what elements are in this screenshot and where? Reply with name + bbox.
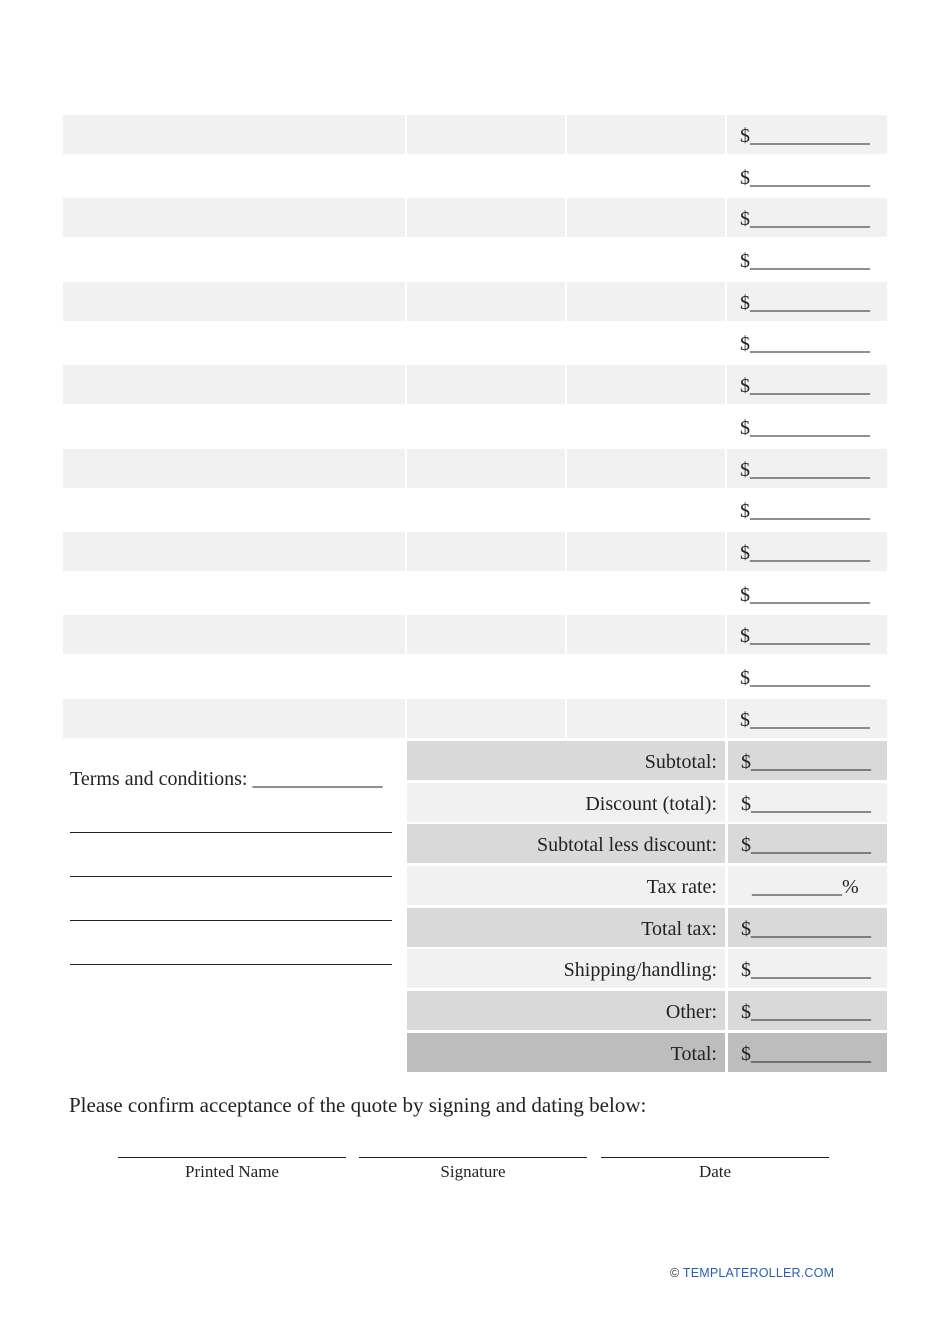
terms-line[interactable] — [70, 793, 392, 833]
description-cell[interactable] — [63, 490, 405, 529]
table-row — [63, 449, 887, 491]
acceptance-text: Please confirm acceptance of the quote by signing and dating below: — [69, 1093, 647, 1117]
total-field[interactable]: $____________ — [728, 1033, 887, 1072]
terms-line[interactable] — [70, 877, 392, 921]
unit-price-cell[interactable] — [567, 449, 725, 488]
description-cell[interactable] — [63, 240, 405, 279]
date-label: Date — [698, 1162, 732, 1181]
unit-price-cell[interactable] — [567, 699, 725, 738]
quantity-cell[interactable] — [407, 240, 565, 279]
amount-cell[interactable]: $____________ — [727, 365, 887, 404]
table-row — [63, 157, 887, 199]
unit-price-cell[interactable] — [567, 574, 725, 613]
table-row — [63, 282, 887, 324]
description-cell[interactable] — [63, 365, 405, 404]
quantity-cell[interactable] — [407, 532, 565, 571]
table-row — [63, 699, 887, 741]
other-row — [407, 991, 887, 1033]
description-cell[interactable] — [63, 574, 405, 613]
subtotal-row — [407, 741, 887, 783]
unit-price-cell[interactable] — [567, 365, 725, 404]
description-cell[interactable] — [63, 198, 405, 237]
amount-cell[interactable]: $____________ — [727, 115, 887, 154]
amount-cell[interactable]: $____________ — [740, 250, 870, 273]
discount-label: Discount (total): — [407, 783, 725, 822]
quantity-cell[interactable] — [407, 574, 565, 613]
total-label: Total: — [407, 1033, 725, 1072]
subtotal-less-discount-field[interactable]: $____________ — [728, 824, 887, 863]
description-cell[interactable] — [63, 657, 405, 696]
table-row — [63, 115, 887, 157]
subtotal-less-discount-row — [407, 824, 887, 866]
quantity-cell[interactable] — [407, 449, 565, 488]
unit-price-cell[interactable] — [567, 323, 725, 362]
unit-price-cell[interactable] — [567, 615, 725, 654]
description-cell[interactable] — [63, 407, 405, 446]
unit-price-cell[interactable] — [567, 240, 725, 279]
table-row — [63, 657, 887, 699]
discount-row — [407, 783, 887, 825]
unit-price-cell[interactable] — [567, 115, 725, 154]
description-cell[interactable] — [63, 282, 405, 321]
subtotal-field[interactable]: $____________ — [728, 741, 887, 780]
printed-name-label: Printed Name — [185, 1162, 279, 1181]
description-cell[interactable] — [63, 699, 405, 738]
footer-credit — [670, 1266, 834, 1280]
signature-block — [359, 1157, 587, 1186]
amount-cell[interactable]: $____________ — [727, 282, 887, 321]
copyright-icon: © — [670, 1266, 680, 1280]
unit-price-cell[interactable] — [567, 282, 725, 321]
description-cell[interactable] — [63, 157, 405, 196]
table-row — [63, 407, 887, 449]
amount-cell[interactable]: $____________ — [727, 449, 887, 488]
description-cell[interactable] — [63, 615, 405, 654]
description-cell[interactable] — [63, 323, 405, 362]
quantity-cell[interactable] — [407, 115, 565, 154]
shipping-row — [407, 949, 887, 991]
discount-field[interactable]: $____________ — [728, 783, 887, 822]
total-tax-field[interactable]: $____________ — [728, 908, 887, 947]
amount-cell[interactable]: $____________ — [740, 416, 870, 439]
quantity-cell[interactable] — [407, 157, 565, 196]
table-row — [63, 532, 887, 574]
amount-cell[interactable]: $____________ — [727, 532, 887, 571]
subtotal-label: Subtotal: — [407, 741, 725, 780]
shipping-field[interactable]: $____________ — [728, 949, 887, 988]
unit-price-cell[interactable] — [567, 198, 725, 237]
terms-line[interactable] — [70, 833, 392, 877]
amount-cell[interactable]: $____________ — [740, 500, 870, 523]
tax-rate-row — [407, 866, 887, 908]
total-tax-label: Total tax: — [407, 908, 725, 947]
quantity-cell[interactable] — [407, 282, 565, 321]
table-row — [63, 240, 887, 282]
quantity-cell[interactable] — [407, 615, 565, 654]
table-row — [63, 574, 887, 616]
date-block — [601, 1157, 829, 1186]
table-row — [63, 615, 887, 657]
other-field[interactable]: $____________ — [728, 991, 887, 1030]
quantity-cell[interactable] — [407, 490, 565, 529]
terms-section — [70, 765, 400, 965]
unit-price-cell[interactable] — [567, 532, 725, 571]
quantity-cell[interactable] — [407, 699, 565, 738]
terms-label[interactable]: Terms and conditions: _____________ — [70, 768, 383, 790]
total-tax-row — [407, 908, 887, 950]
quantity-cell[interactable] — [407, 365, 565, 404]
line-items-table — [63, 115, 887, 740]
printed-name-block — [118, 1157, 346, 1186]
table-row — [63, 365, 887, 407]
table-row — [63, 198, 887, 240]
description-cell[interactable] — [63, 532, 405, 571]
amount-cell[interactable]: $____________ — [740, 333, 870, 356]
quantity-cell[interactable] — [407, 198, 565, 237]
total-row — [407, 1033, 887, 1075]
amount-cell[interactable]: $____________ — [740, 583, 870, 606]
tax-rate-field[interactable]: _________% — [728, 866, 887, 905]
footer-link[interactable]: TEMPLATEROLLER.COM — [682, 1266, 835, 1280]
unit-price-cell[interactable] — [567, 657, 725, 696]
signature-label: Signature — [440, 1162, 506, 1181]
subtotal-less-discount-label: Subtotal less discount: — [407, 824, 725, 863]
amount-cell[interactable]: $____________ — [740, 666, 870, 689]
shipping-label: Shipping/handling: — [407, 949, 725, 988]
table-row — [63, 490, 887, 532]
unit-price-cell[interactable] — [567, 407, 725, 446]
other-label: Other: — [407, 991, 725, 1030]
description-cell[interactable] — [63, 449, 405, 488]
quantity-cell[interactable] — [407, 407, 565, 446]
quantity-cell[interactable] — [407, 323, 565, 362]
terms-line[interactable] — [70, 921, 392, 965]
table-row — [63, 323, 887, 365]
unit-price-cell[interactable] — [567, 157, 725, 196]
amount-cell[interactable]: $____________ — [727, 615, 887, 654]
amount-cell[interactable]: $____________ — [727, 198, 887, 237]
amount-cell[interactable]: $____________ — [740, 166, 870, 189]
amount-cell[interactable]: $____________ — [727, 699, 887, 738]
summary-table — [407, 741, 887, 1075]
tax-rate-label: Tax rate: — [407, 866, 725, 905]
unit-price-cell[interactable] — [567, 490, 725, 529]
quantity-cell[interactable] — [407, 657, 565, 696]
description-cell[interactable] — [63, 115, 405, 154]
